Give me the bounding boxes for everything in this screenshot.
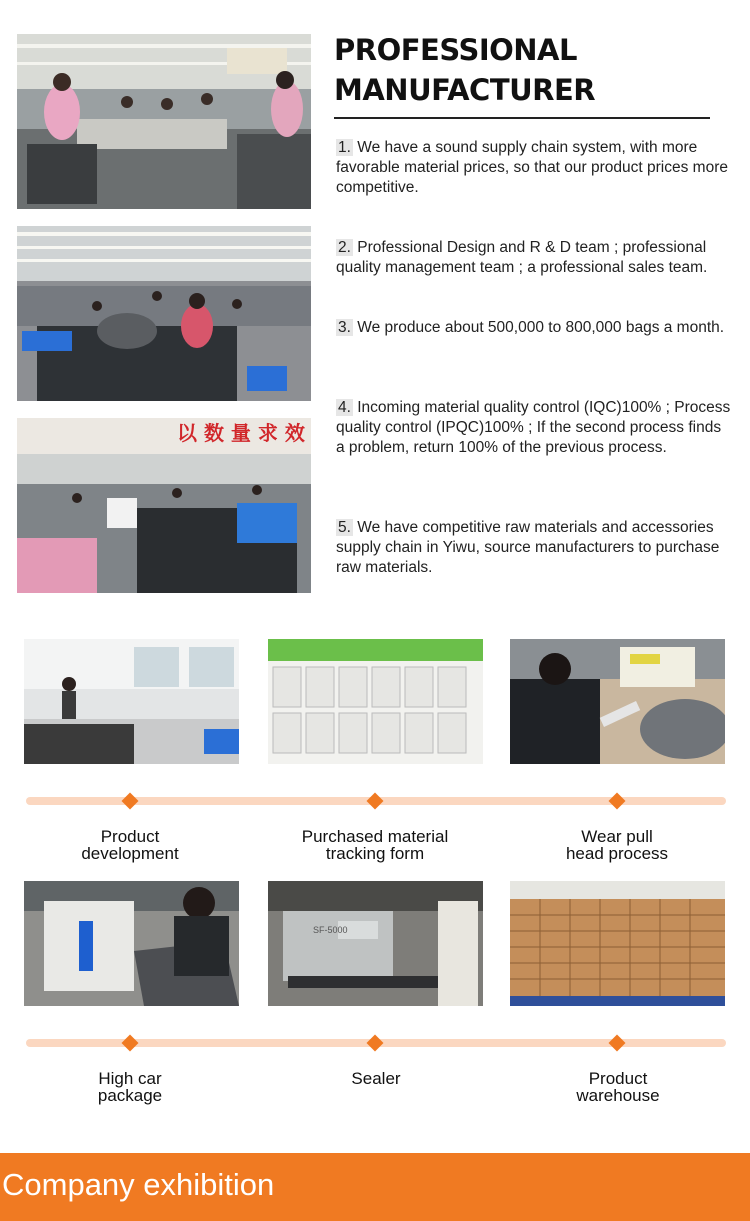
caption-line: High car — [98, 1069, 162, 1088]
point-1 — [336, 138, 731, 198]
point-number: 3. — [338, 319, 351, 336]
caption-line: Sealer — [351, 1069, 401, 1088]
point-number: 1. — [338, 139, 351, 156]
factory-photo-3 — [17, 418, 311, 593]
caption-line: package — [97, 1086, 163, 1105]
page-title — [334, 30, 714, 110]
caption-line: warehouse — [576, 1086, 660, 1105]
point-4 — [336, 398, 731, 458]
factory-photo-1 — [17, 34, 311, 209]
timeline-marker — [122, 1035, 139, 1052]
banner-title: Company exhibition — [2, 1167, 275, 1202]
process-photo-tracking-form — [268, 639, 483, 764]
process-photo-warehouse — [510, 881, 725, 1006]
point-text: Incoming material quality control (IQC)100% ; Process quality control (IPQC)100% ; If the second process finds a problem, return 100% of the previous process. — [336, 399, 731, 456]
factory-photo-2 — [17, 226, 311, 401]
point-text: We produce about 500,000 to 800,000 bags a month. — [352, 319, 725, 336]
caption-line: development — [81, 844, 179, 863]
point-number: 5. — [338, 519, 351, 536]
step-caption-wear-pull — [507, 828, 727, 862]
title-divider — [334, 117, 710, 119]
timeline-marker — [367, 1035, 384, 1052]
timeline-marker — [122, 793, 139, 810]
caption-line: Purchased material — [301, 827, 449, 846]
title-line-2: MANUFACTURER — [334, 73, 596, 107]
company-exhibition-banner — [0, 1153, 750, 1221]
factory-slogan: 以 数 量 求 效 — [177, 421, 305, 445]
timeline-marker — [367, 793, 384, 810]
point-text: Professional Design and R & D team ; professional quality management team ; a professional sales team. — [336, 239, 708, 276]
step-caption-high-car-package — [20, 1070, 240, 1104]
step-caption-tracking-form — [265, 828, 485, 862]
sealer-machine-label: SF-5000 — [313, 925, 348, 935]
caption-line: Product — [588, 1069, 648, 1088]
process-photo-product-development — [24, 639, 239, 764]
step-caption-sealer — [266, 1070, 486, 1087]
caption-line: tracking form — [325, 844, 425, 863]
timeline-marker — [609, 793, 626, 810]
process-photo-wear-pull — [510, 639, 725, 764]
point-2 — [336, 238, 731, 278]
process-photo-high-car-package — [24, 881, 239, 1006]
timeline-marker — [609, 1035, 626, 1052]
step-caption-product-development — [20, 828, 240, 862]
title-line-1: PROFESSIONAL — [334, 33, 577, 67]
point-text: We have a sound supply chain system, with more favorable material prices, so that our product prices more competitive. — [336, 139, 728, 196]
point-3 — [336, 318, 731, 338]
caption-line: Wear pull — [581, 827, 653, 846]
point-text: We have competitive raw materials and accessories supply chain in Yiwu, source manufacturers to purchase raw materials. — [336, 519, 720, 576]
process-photo-sealer — [268, 881, 483, 1006]
point-5 — [336, 518, 731, 578]
caption-line: head process — [565, 844, 669, 863]
step-caption-warehouse — [508, 1070, 728, 1104]
caption-line: Product — [100, 827, 160, 846]
point-number: 2. — [338, 239, 351, 256]
point-number: 4. — [338, 399, 351, 416]
